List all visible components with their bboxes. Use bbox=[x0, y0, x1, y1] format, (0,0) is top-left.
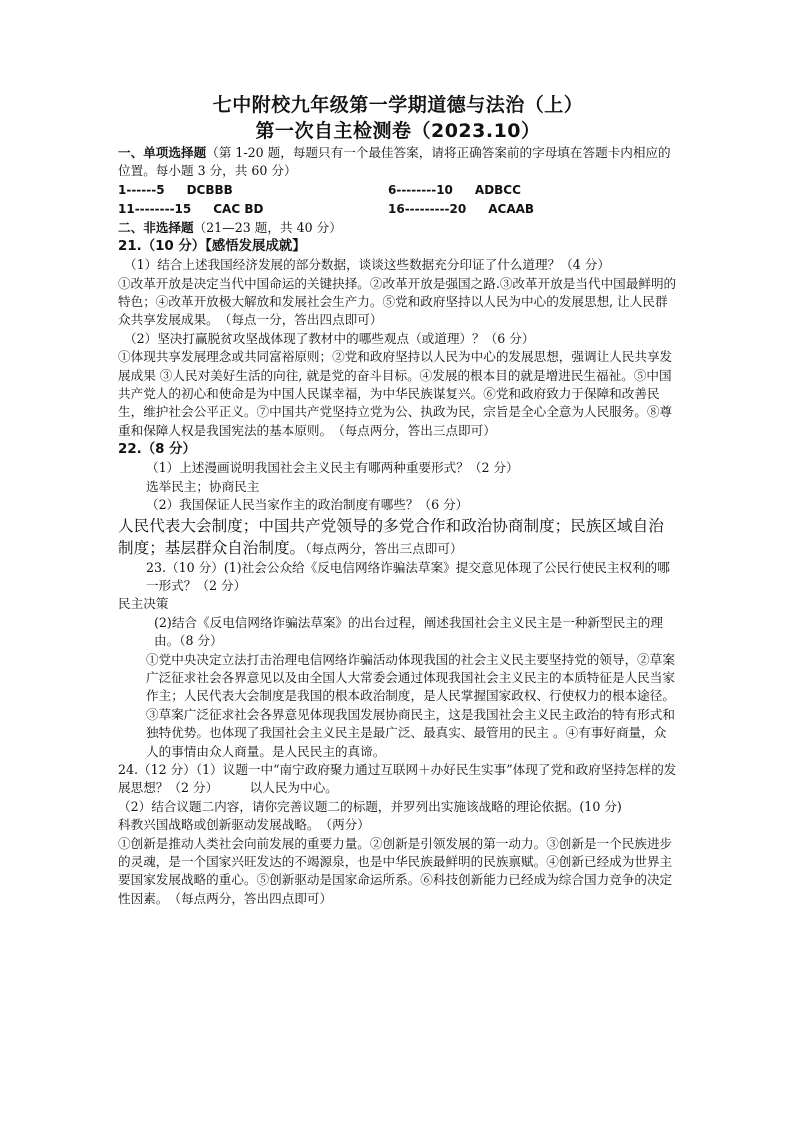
section1-instruction: （第 1-20 题，每题只有一个最佳答案，请将正确答案前的字母填在答题卡内相应的位置。每小题 3 分，共 60 分） bbox=[118, 145, 671, 179]
section1-heading: 一、单项选择题 bbox=[118, 145, 207, 160]
q21-sub2-question: （2）坚决打赢脱贫攻坚战体现了教材中的哪些观点（或道理）？（6 分） bbox=[124, 330, 535, 346]
exam-answer-page bbox=[118, 92, 678, 908]
section1-intro bbox=[118, 144, 678, 181]
q22-sub1-question: （1）上述漫画说明我国社会主义民主有哪两种重要形式？（2 分） bbox=[146, 460, 519, 476]
q22-scoring-note: （每点两分，答出三点即可） bbox=[305, 540, 463, 556]
q24-sub2-answer: ①创新是推动人类社会向前发展的重要力量。②创新是引领发展的第一动力。③创新是一个民族进步的灵魂，是一个国家兴旺发达的不竭源泉，也是中华民族最鲜明的民族禀赋。④创新已经成为世界主要国家发展战略的重心。⑤创新驱动是国家命运所系。⑥科技创新能力已经成为综合国力竞争的决定性因素。 （每点两分，答出四点即可） bbox=[118, 835, 673, 906]
answer-key: ACAAB bbox=[488, 201, 535, 216]
q24-sub2-title: 科教兴国战略或创新驱动发展战略。 （两分） bbox=[118, 817, 370, 833]
q24-heading: 24.（12 分）（1）议题一中“南宁政府聚力通过互联网＋办好民生实事”体现了党和政府坚持怎样的发展思想？（2 分） 以人民为中心。 bbox=[118, 761, 677, 796]
section2-instruction: （21—23 题，共 40 分） bbox=[193, 219, 342, 235]
q23-sub2-question: (2)结合《反电信网络诈骗法草案》的出台过程，阐述我国社会主义民主是一种新型民主的理由。（8 分） bbox=[154, 614, 663, 649]
q21-sub1-answer: ①改革开放是决定当代中国命运的关键抉择。②改革开放是强国之路.③改革开放是当代中国最鲜明的特色；④改革开放极大解放和发展社会生产力。⑤党和政府坚持以人民为中心的发展思想, 让人民群众共享发展成果。 （每点一分，答出四点即可） bbox=[118, 275, 677, 328]
q22-sub1-answer: 选举民主；协商民主 bbox=[146, 478, 260, 494]
q21-sub2-answer: ①体现共享发展理念或共同富裕原则；②党和政府坚持以人民为中心的发展思想，强调让人民共享发展成果 ③人民对美好生活的向往, 就是党的奋斗目标。④发展的根本目的就是增进民生福祉。⑤中国共产党人的初心和使命是为中国人民谋幸福，为中华民族谋复兴。⑥党和政府致力于保障和改善民生，维护社会公平正义。⑦中国共产党坚持立党为公、执政为民，宗旨是全心全意为人民服务。⑧尊重和保障人权是我国宪法的基本原则。 （每点两分，答出三点即可） bbox=[118, 349, 673, 438]
answer-key-row-1 bbox=[118, 181, 678, 200]
q24-sub2-question: （2）结合议题二内容，请你完善议题二的标题，并罗列出实施该战略的理论依据。(10 分) bbox=[118, 798, 622, 814]
q23-sub2-answer-part1: ①党中央决定立法打击治理电信网络诈骗活动体现我国的社会主义民主要坚持党的领导，②草案广泛征求社会各界意见以及由全国人大常委会通过体现我国社会主义民主的本质特征是人民当家作主；人民代表大会制度是我国的根本政治制度，是人民掌握国家政权、行使权力的根本途径。 bbox=[146, 651, 675, 704]
q22-sub2-question: （2）我国保证人民当家作主的政治制度有哪些？（6 分） bbox=[146, 497, 469, 513]
answer-range: 6--------10 bbox=[388, 182, 453, 197]
q23-heading: 23.（10 分）(1)社会公众给《反电信网络诈骗法草案》提交意见体现了公民行使民主权利的哪一形式？（2 分） bbox=[146, 559, 670, 593]
page-title-line2: 第一次自主检测卷（2023.10） bbox=[255, 120, 541, 142]
q21-sub1-question: （1）结合上述我国经济发展的部分数据，谈谈这些数据充分印证了什么道理？（4 分） bbox=[124, 257, 610, 273]
q23-sub2-answer-part2: ③草案广泛征求社会各界意见体现我国发展协商民主，这是我国社会主义民主政治的特有形式和独特优势。也体现了我国社会主义民主是最广泛、最真实、最管用的民主 。④有事好商量，众人的事情由众人商量。是人民民主的真谛。 bbox=[146, 706, 675, 759]
answer-key: DCBBB bbox=[186, 182, 233, 197]
answer-key: ADBCC bbox=[474, 182, 521, 197]
page-title-line1: 七中附校九年级第一学期道德与法治（上） bbox=[212, 94, 584, 116]
answer-key: CAC BD bbox=[213, 201, 264, 216]
answer-range: 11--------15 bbox=[118, 201, 192, 216]
q23-sub1-answer: 民主决策 bbox=[118, 596, 169, 612]
section2-heading: 二、非选择题 bbox=[118, 219, 194, 235]
answer-range: 1------5 bbox=[118, 182, 165, 197]
answer-key-row-2 bbox=[118, 200, 678, 219]
q22-sub2-answer: 人民代表大会制度；中国共产党领导的多党合作和政治协商制度；民族区域自治制度；基层群众自治制度。（每点两分，答出三点即可） bbox=[118, 516, 664, 557]
q21-heading: 21.（10 分）【感悟发展成就】 bbox=[118, 239, 306, 255]
section2-intro bbox=[118, 219, 678, 237]
q22-heading: 22.（8 分） bbox=[118, 442, 196, 458]
answer-range: 16---------20 bbox=[388, 201, 467, 216]
